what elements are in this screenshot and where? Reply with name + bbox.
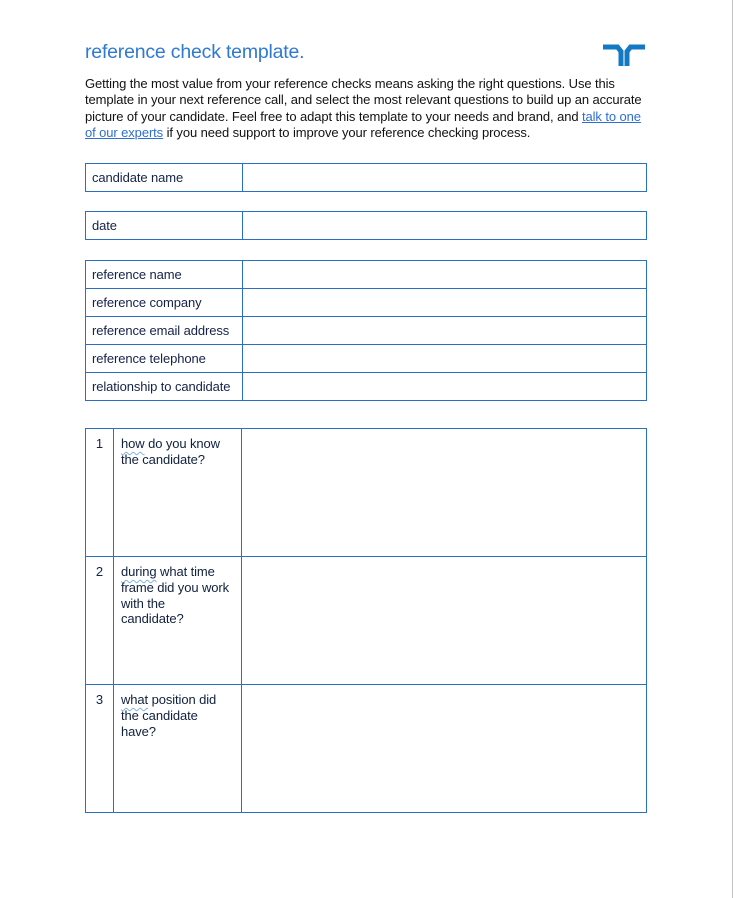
table-row (86, 212, 647, 240)
question-answer-cell[interactable] (242, 429, 647, 557)
reference-company-value-cell[interactable] (243, 289, 647, 317)
table-row (86, 164, 647, 192)
randstad-logo-icon (602, 41, 646, 66)
experts-link[interactable]: talk to one of our experts (85, 108, 641, 140)
question-row (86, 557, 647, 685)
intro-text-after: if you need support to improve your reference checking process. (163, 124, 531, 140)
page-title: reference check template. (85, 41, 305, 63)
question-answer-cell[interactable] (242, 685, 647, 813)
page-right-edge (732, 0, 733, 898)
question-row (86, 429, 647, 557)
field-label-cell: date (86, 212, 243, 240)
intro-paragraph (85, 76, 652, 141)
question-text-cell (114, 429, 242, 557)
reference-details-table (85, 260, 647, 401)
spellcheck-flagged-word: during (121, 564, 157, 579)
date-table (85, 211, 647, 240)
spellcheck-flagged-word: how (121, 436, 145, 451)
field-label-cell: reference email address (86, 317, 243, 345)
question-number: 2 (86, 557, 114, 685)
question-text-cell (114, 557, 242, 685)
question-answer-cell[interactable] (242, 557, 647, 685)
candidate-name-table (85, 163, 647, 192)
table-row (86, 345, 647, 373)
question-text: do you know the candidate? (121, 436, 220, 467)
question-text-cell (114, 685, 242, 813)
question-number: 1 (86, 429, 114, 557)
questions-table (85, 428, 647, 813)
reference-telephone-value-cell[interactable] (243, 345, 647, 373)
table-row (86, 373, 647, 401)
reference-name-value-cell[interactable] (243, 261, 647, 289)
question-text: position did the candidate have? (121, 692, 217, 739)
field-label-cell: candidate name (86, 164, 243, 192)
table-row (86, 289, 647, 317)
relationship-value-cell[interactable] (243, 373, 647, 401)
field-label-cell: reference telephone (86, 345, 243, 373)
question-row (86, 685, 647, 813)
field-label-cell: relationship to candidate (86, 373, 243, 401)
table-row (86, 261, 647, 289)
question-text: what time frame did you work with the candidate? (121, 564, 230, 627)
table-row (86, 317, 647, 345)
intro-text-before: Getting the most value from your reference checks means asking the right questions. Use this template in your next reference call, and select the most relevant questions to build up an accurate picture of your candidate. Feel free to adapt this template to your needs and brand, and (85, 76, 642, 124)
field-label-cell: reference name (86, 261, 243, 289)
field-label-cell: reference company (86, 289, 243, 317)
question-number: 3 (86, 685, 114, 813)
candidate-name-value-cell[interactable] (243, 164, 647, 192)
reference-email-value-cell[interactable] (243, 317, 647, 345)
spellcheck-flagged-word: what (121, 692, 149, 707)
date-value-cell[interactable] (243, 212, 647, 240)
